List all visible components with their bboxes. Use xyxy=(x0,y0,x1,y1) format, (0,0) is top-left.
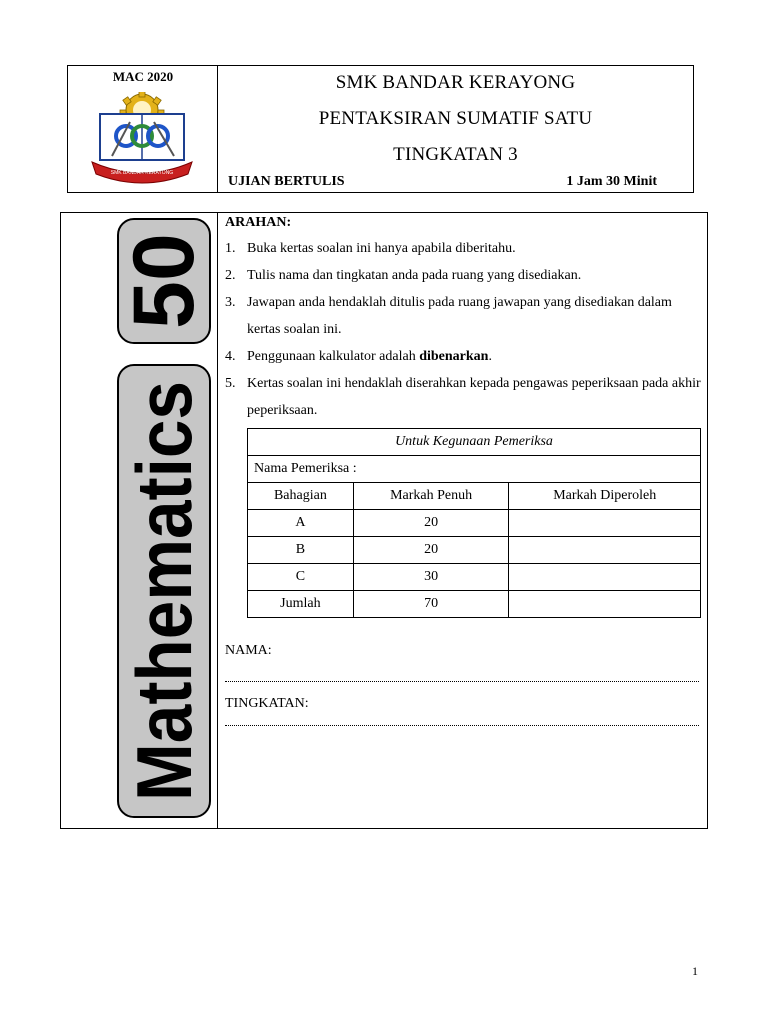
section-cell: A xyxy=(248,510,354,537)
page-number: 1 xyxy=(692,964,698,978)
instruction-text: Jawapan anda hendaklah ditulis pada ruang jawapan yang disediakan dalam kertas soalan ini. xyxy=(247,295,672,337)
instruction-number: 4. xyxy=(225,349,236,364)
full-marks-cell: 20 xyxy=(353,510,509,537)
obtained-marks-cell[interactable] xyxy=(509,510,701,537)
subject-banner xyxy=(61,213,218,830)
instruction-number: 3. xyxy=(225,295,236,310)
instruction-number: 5. xyxy=(225,376,236,391)
exam-name: PENTAKSIRAN SUMATIF SATU xyxy=(318,108,593,129)
name-label: NAMA: xyxy=(225,643,272,658)
exam-duration: 1 Jam 30 Minit xyxy=(566,174,657,189)
form-input-line[interactable] xyxy=(225,724,699,726)
name-input-line[interactable] xyxy=(225,680,699,682)
header-title-cell xyxy=(218,66,693,192)
instruction-number: 1. xyxy=(225,241,236,256)
column-header: Bahagian xyxy=(248,483,354,510)
instruction-text: Kertas soalan ini hendaklah diserahkan kepada pengawas peperiksaan pada akhir peperiksaan. xyxy=(247,376,701,418)
instruction-text-part: . xyxy=(488,349,492,364)
exam-date: MAC 2020 xyxy=(112,69,174,84)
exam-header xyxy=(67,65,694,193)
column-header: Markah Penuh xyxy=(353,483,509,510)
section-cell: C xyxy=(248,564,354,591)
full-marks-cell: 30 xyxy=(353,564,509,591)
table-row xyxy=(248,456,701,483)
instruction-item xyxy=(225,289,705,343)
table-header-row xyxy=(248,483,701,510)
obtained-marks-cell[interactable] xyxy=(509,537,701,564)
instruction-number: 2. xyxy=(225,268,236,283)
table-row xyxy=(248,591,701,618)
instruction-text xyxy=(225,343,705,370)
instruction-item xyxy=(225,235,705,262)
school-name: SMK BANDAR KERAYONG xyxy=(335,72,576,93)
instruction-item xyxy=(225,262,705,289)
instruction-text: Tulis nama dan tingkatan anda pada ruang yang disediakan. xyxy=(247,268,582,283)
full-marks-cell: 20 xyxy=(353,537,509,564)
form-label: TINGKATAN: xyxy=(225,696,309,711)
subject-code: 50 xyxy=(116,233,212,329)
examiner-marks-table xyxy=(247,428,701,618)
table-caption: Untuk Kegunaan Pemeriksa xyxy=(248,429,701,456)
column-header: Markah Diperoleh xyxy=(509,483,701,510)
table-row xyxy=(248,564,701,591)
full-marks-cell: 70 xyxy=(353,591,509,618)
exam-cover-body xyxy=(60,212,708,829)
instruction-text: Buka kertas soalan ini hanya apabila diberitahu. xyxy=(247,241,516,256)
header-logo-cell xyxy=(68,66,218,192)
instruction-item xyxy=(225,343,705,370)
obtained-marks-cell[interactable] xyxy=(509,591,701,618)
obtained-marks-cell[interactable] xyxy=(509,564,701,591)
table-row xyxy=(248,429,701,456)
instructions-area xyxy=(225,213,699,828)
section-cell: Jumlah xyxy=(248,591,354,618)
form-level: TINGKATAN 3 xyxy=(393,144,518,165)
instructions-title: ARAHAN: xyxy=(225,215,292,230)
section-cell: B xyxy=(248,537,354,564)
subject-side-panel xyxy=(61,213,218,828)
table-row xyxy=(248,537,701,564)
subject-name: Mathematics xyxy=(120,328,208,801)
school-logo xyxy=(90,92,194,184)
svg-text:SMK BANDAR KERAYONG: SMK BANDAR KERAYONG xyxy=(110,170,174,176)
paper-type: UJIAN BERTULIS xyxy=(228,174,345,189)
instruction-text-part: Penggunaan kalkulator adalah xyxy=(247,349,420,364)
instruction-emphasis: dibenarkan xyxy=(419,349,489,364)
instruction-item xyxy=(225,370,705,424)
table-row xyxy=(248,510,701,537)
examiner-name-cell[interactable]: Nama Pemeriksa : xyxy=(248,456,701,483)
